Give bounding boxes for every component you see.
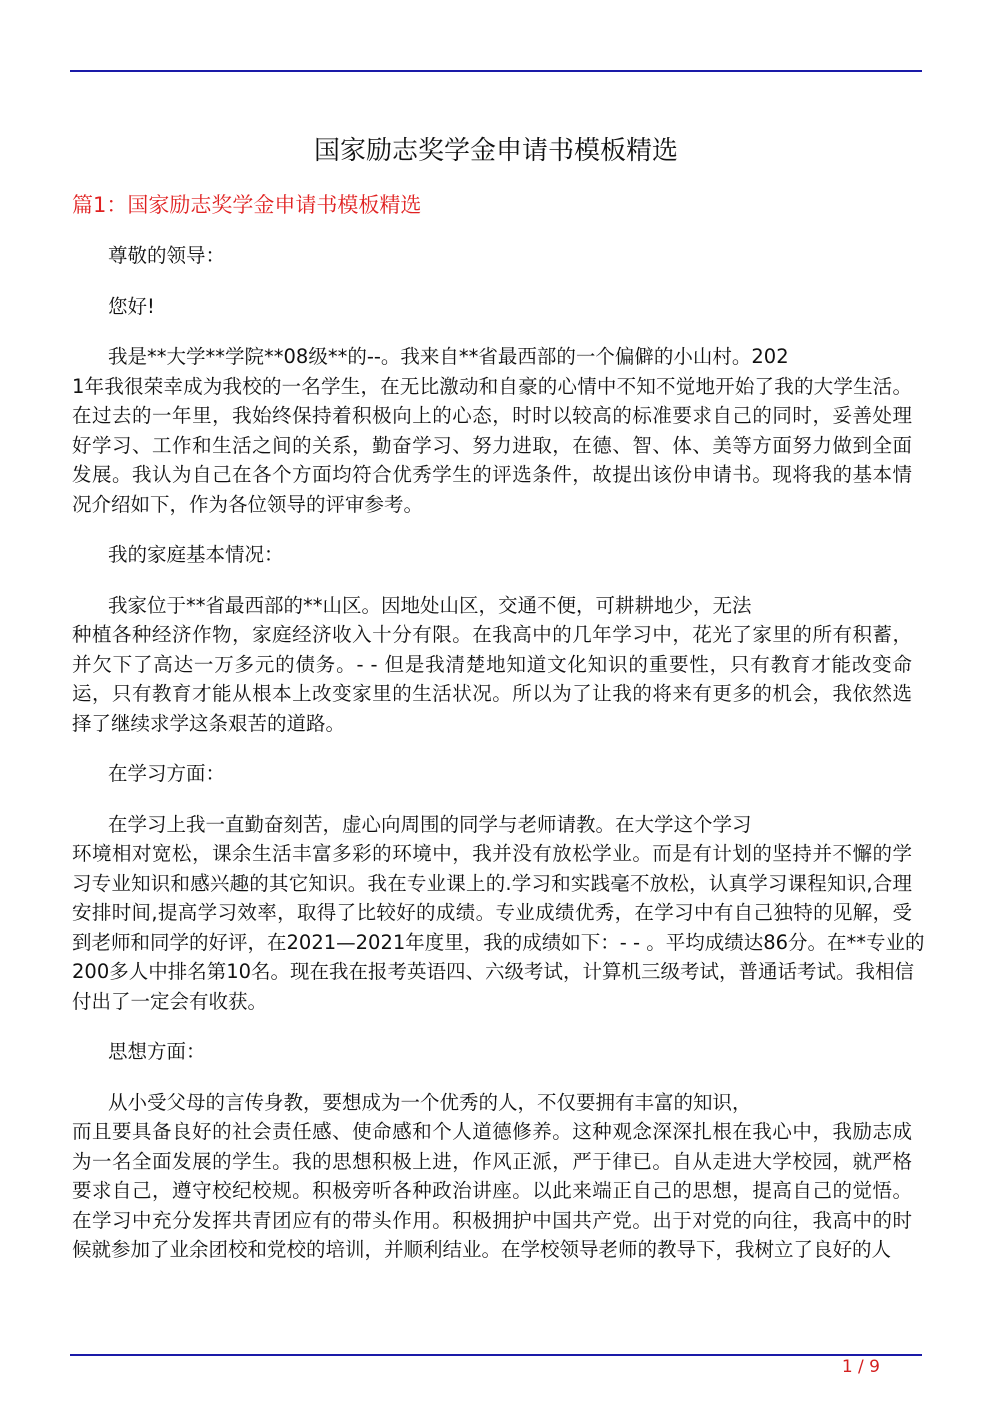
text-line: 在过去的一年里，我始终保持着积极向上的心态，时时以较高的标准要求自己的同时，妥善处理 [72, 404, 912, 427]
text-line: 我的家庭基本情况： [108, 543, 284, 566]
text-line: 而且要具备良好的社会责任感、使命感和个人道德修养。这种观念深深扎根在我心中，我励志成 [72, 1120, 912, 1143]
page-number: 1 / 9 [841, 1357, 880, 1377]
text-line: 在学习上我一直勤奋刻苦，虚心向周围的同学与老师请教。在大学这个学习 [108, 812, 752, 836]
text-line: 择了继续求学这条艰苦的道路。 [72, 711, 346, 735]
text-line: 尊敬的领导： [108, 244, 226, 267]
text-line: 在学习方面： [108, 762, 226, 785]
header-rule [70, 70, 922, 72]
document-body [72, 241, 925, 1286]
text-line: 环境相对宽松，课余生活丰富多彩的环境中，我并没有放松学业。而是有计划的坚持并不懈的学 [72, 842, 912, 865]
text-line: 在学习中充分发挥共青团应有的带头作用。积极拥护中国共产党。出于对党的向往，我高中的时 [72, 1208, 912, 1232]
paragraph [72, 1088, 912, 1265]
footer-rule [70, 1354, 922, 1356]
paragraph [72, 540, 912, 570]
text-line: 您好! [108, 294, 155, 318]
text-line: 1年我很荣幸成为我校的一名学生，在无比激动和自豪的心情中不知不觉地开始了我的大学生活。 [72, 374, 912, 398]
text-line: 付出了一定会有收获。 [72, 989, 268, 1013]
text-line: 我家位于**省最西部的**山区。因地处山区，交通不便，可耕耕地少，无法 [108, 593, 752, 617]
text-line: 为一名全面发展的学生。我的思想积极上进，作风正派，严于律已。自从走进大学校园，就严格 [72, 1149, 912, 1173]
text-line: 种植各种经济作物，家庭经济收入十分有限。在我高中的几年学习中，花光了家里的所有积蓄， [72, 623, 912, 646]
text-line: 好学习、工作和生活之间的关系，勤奋学习、努力进取，在德、智、体、美等方面努力做到全面 [72, 433, 912, 457]
text-line: 况介绍如下，作为各位领导的评审参考。 [72, 492, 424, 516]
text-line: 运，只有教育才能从根本上改变家里的生活状况。所以为了让我的将来有更多的机会，我依然选 [72, 682, 912, 705]
text-line: 习专业知识和感兴趣的其它知识。我在专业课上的.学习和实践毫不放松，认真学习课程知识,合理 [72, 871, 912, 895]
text-line: 发展。我认为自己在各个方面均符合优秀学生的评选条件，故提出该份申请书。现将我的基本情 [72, 463, 912, 486]
paragraph [72, 292, 912, 322]
paragraph [72, 342, 912, 519]
text-line: 并欠下了高达一万多元的债务。- - 但是我清楚地知道文化知识的重要性，只有教育才能改变命 [72, 652, 912, 676]
paragraph [72, 759, 912, 789]
paragraph [72, 1037, 912, 1067]
text-line: 安排时间,提高学习效率，取得了比较好的成绩。专业成绩优秀，在学习中有自己独特的见解，受 [72, 901, 912, 924]
paragraph [72, 241, 912, 271]
text-line: 200多人中排名第10名。现在我在报考英语四、六级考试，计算机三级考试，普通话考试。我相信 [72, 960, 915, 983]
text-line: 到老师和同学的好评，在2021—2021年度里，我的成绩如下：- - 。平均成绩达86分。在**专业的 [72, 930, 925, 954]
section-heading: 篇1：国家励志奖学金申请书模板精选 [72, 193, 422, 217]
document-title: 国家励志奖学金申请书模板精选 [313, 136, 678, 166]
text-line: 从小受父母的言传身教，要想成为一个优秀的人，不仅要拥有丰富的知识， [108, 1090, 752, 1114]
paragraph [72, 591, 912, 739]
text-line: 要求自己，遵守校纪校规。积极旁听各种政治讲座。以此来端正自己的思想，提高自己的觉悟。 [72, 1179, 912, 1202]
paragraph [72, 810, 925, 1017]
text-line: 我是**大学**学院**08级**的--。我来自**省最西部的一个偏僻的小山村。202 [108, 345, 789, 368]
text-line: 候就参加了业余团校和党校的培训，并顺利结业。在学校领导老师的教导下，我树立了良好的人 [72, 1238, 892, 1261]
text-line: 思想方面： [108, 1040, 206, 1063]
